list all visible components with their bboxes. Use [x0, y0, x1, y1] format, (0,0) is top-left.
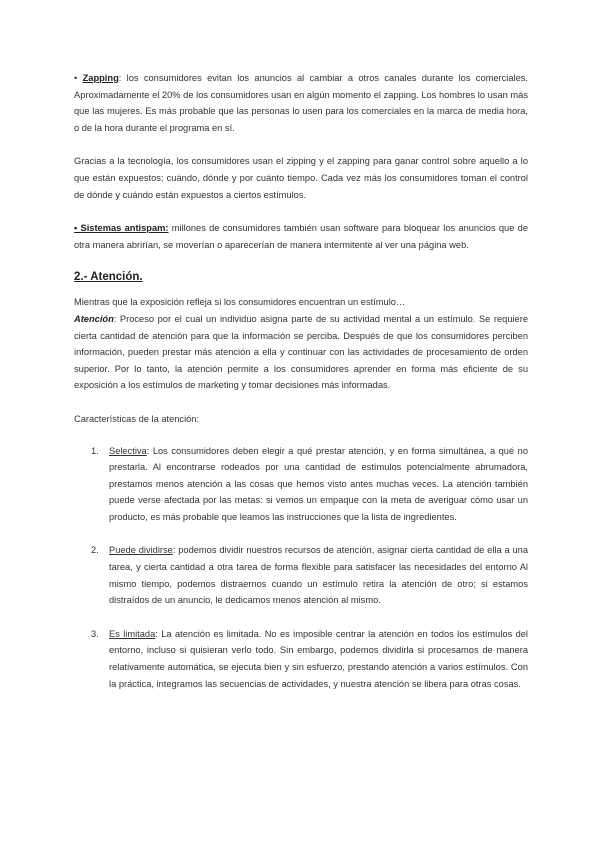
list-item-text	[109, 443, 528, 526]
item-label: Selectiva	[109, 445, 147, 456]
item-text: : Los consumidores deben elegir a qué prestar atención, y en forma simultánea, a qué no prestarla. Al encontrarse rodeados por una cantidad de estímulos potencialmente abrumadora, prestamos menos atención a las cosas que hemos visto antes muchas veces. La atención también puede verse afectada por las metas: si vemos un empaque con la meta de averiguar cómo usar un producto, es más probable que leamos las instrucciones que la lista de ingredientes.	[109, 445, 528, 522]
item-text: : podemos dividir nuestros recursos de atención, asignar cierta cantidad de ella a una tarea, y cierta cantidad a otra tarea de forma flexible para satisfacer las necesidades del entorno Al mismo tiempo, podemos distraernos cuando un estímulo retira la atención de otro; si estamos distraídos de un anuncio, le dedicamos menos atención al mismo.	[109, 545, 528, 606]
technology-paragraph: Gracias a la tecnología, los consumidores usan el zipping y el zapping para ganar control sobre aquello a lo que están expuestos; cuándo, dónde y por cuánto tiempo. Cada vez más los consumidores toman el control de dónde y cuándo están expuestos a ciertos estímulos.	[74, 156, 528, 200]
antispam-text: millones de consumidores también usan software para bloquear los anuncios que de otra manera abrirían, se moverían o aparecerían de manera intermitente al ver una página web.	[74, 223, 528, 250]
item-text: : La atención es limitada. No es imposible centrar la atención en todos los estímulos del entorno, incluso si quisieran verlo todo. Sin embargo, podemos dividirla si procesamos de manera relativamente automática, se ejecuta bien y sin esfuerzo, prestando atención a varios estímulos. Con la práctica, integramos las secuencias de actividades, y nuestra atención se libera para otras cosas.	[109, 628, 529, 689]
characteristics-heading: Características de la atención:	[74, 413, 200, 424]
list-item-text	[109, 542, 528, 608]
list-item	[74, 626, 528, 692]
bullet: •	[74, 73, 83, 83]
definition-paragraph	[74, 311, 528, 394]
item-label: Es limitada	[109, 628, 156, 639]
definition-label: Atención	[74, 313, 114, 324]
list-number: 3.	[91, 628, 99, 639]
antispam-paragraph	[74, 220, 528, 253]
list-item	[74, 542, 528, 608]
page-content	[74, 70, 528, 709]
section-intro-line: Mientras que la exposición refleja si los consumidores encuentran un estímulo…	[74, 297, 406, 308]
zapping-label: Zapping	[82, 73, 119, 83]
list-item-text	[109, 626, 528, 692]
list-item	[74, 443, 528, 526]
antispam-label: • Sistemas antispam:	[74, 223, 169, 234]
section-title: 2.- Atención.	[74, 271, 143, 284]
characteristics-list	[74, 443, 528, 693]
list-number: 2.	[91, 545, 99, 556]
list-number: 1.	[91, 445, 99, 456]
definition-text: : Proceso por el cual un individuo asigna parte de su actividad mental a un estímulo. Se requiere cierta cantidad de atención para que la información se perciba. Después de que los consumidores perciben información, pueden prestar más atención a ella y continuar con las actividades de procesamiento de orden superior. Por lo tanto, la atención permite a los consumidores aprender en forma más eficiente de su exposición a los estímulos de marketing y tomar decisiones más informadas.	[74, 313, 528, 391]
zapping-paragraph	[74, 70, 528, 136]
item-label: Puede dividirse	[109, 545, 173, 556]
zapping-text: : los consumidores evitan los anuncios al cambiar a otros canales durante los comerciales. Aproximadamente el 20% de los consumidores usan en algún momento el zapping. Los hombres lo usan más que las mujeres. Es más probable que las personas lo usen para los comerciales en la marca de media hora, o de la hora durante el programa en sí.	[74, 73, 528, 133]
